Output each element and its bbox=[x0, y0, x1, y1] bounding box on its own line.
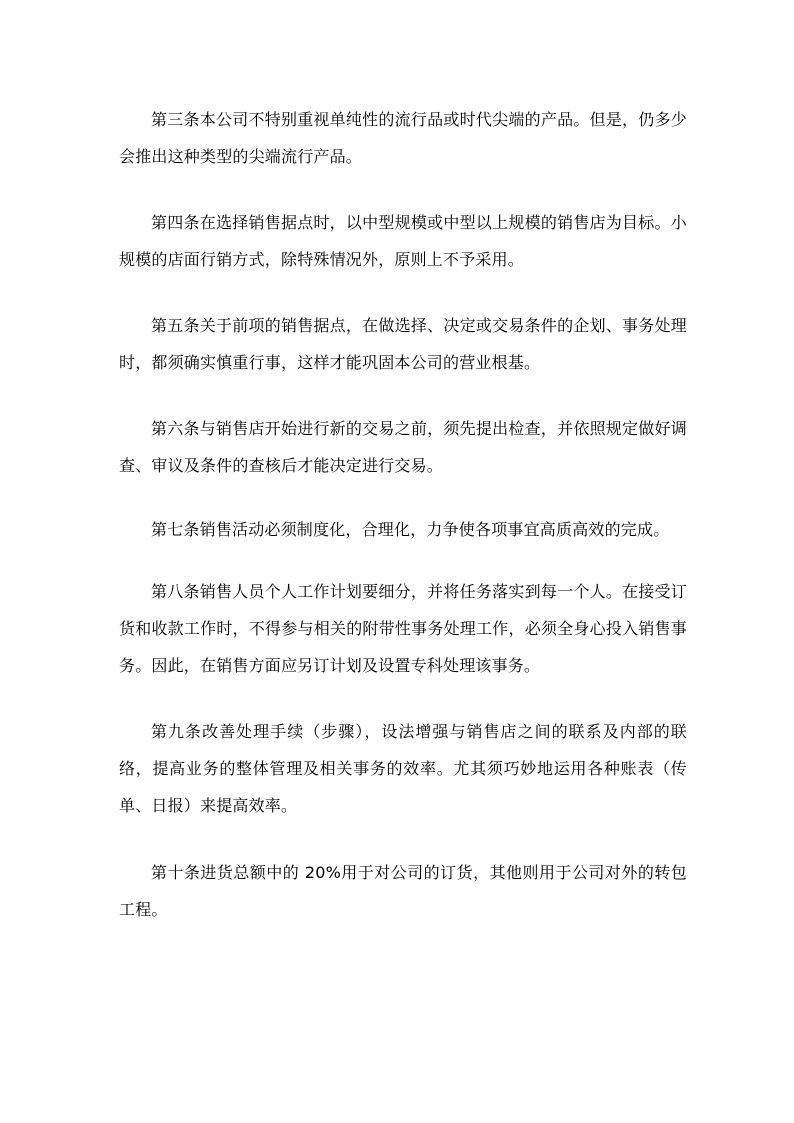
paragraph-article-5: 第五条关于前项的销售据点，在做选择、决定或交易条件的企划、事务处理时，都须确实慎重行事，这样才能巩固本公司的营业根基。 bbox=[119, 316, 687, 372]
paragraph-article-7: 第七条销售活动必须制度化，合理化，力争使各项事宜高质高效的完成。 bbox=[151, 520, 670, 539]
paragraph-article-9: 第九条改善处理手续（步骤），设法增强与销售店之间的联系及内部的联络，提高业务的整体管理及相关事务的效率。尤其须巧妙地运用各种账表（传单、日报）来提高效率。 bbox=[119, 722, 687, 815]
paragraph-article-10: 第十条进货总额中的 20%用于对公司的订货，其他则用于公司对外的转包工程。 bbox=[119, 863, 687, 919]
paragraph-article-4: 第四条在选择销售据点时，以中型规模或中型以上规模的销售店为目标。小规模的店面行销方式，除特殊情况外，原则上不予采用。 bbox=[119, 213, 687, 269]
paragraph-article-6: 第六条与销售店开始进行新的交易之前，须先提出检查，并依照规定做好调查、审议及条件的查核后才能决定进行交易。 bbox=[119, 419, 687, 475]
paragraph-article-3: 第三条本公司不特别重视单纯性的流行品或时代尖端的产品。但是，仍多少会推出这种类型的尖端流行产品。 bbox=[119, 110, 687, 166]
paragraph-article-8: 第八条销售人员个人工作计划要细分，并将任务落实到每一个人。在接受订货和收款工作时，不得参与相关的附带性事务处理工作，必须全身心投入销售事务。因此，在销售方面应另订计划及设置专科处理该事务。 bbox=[119, 582, 687, 675]
